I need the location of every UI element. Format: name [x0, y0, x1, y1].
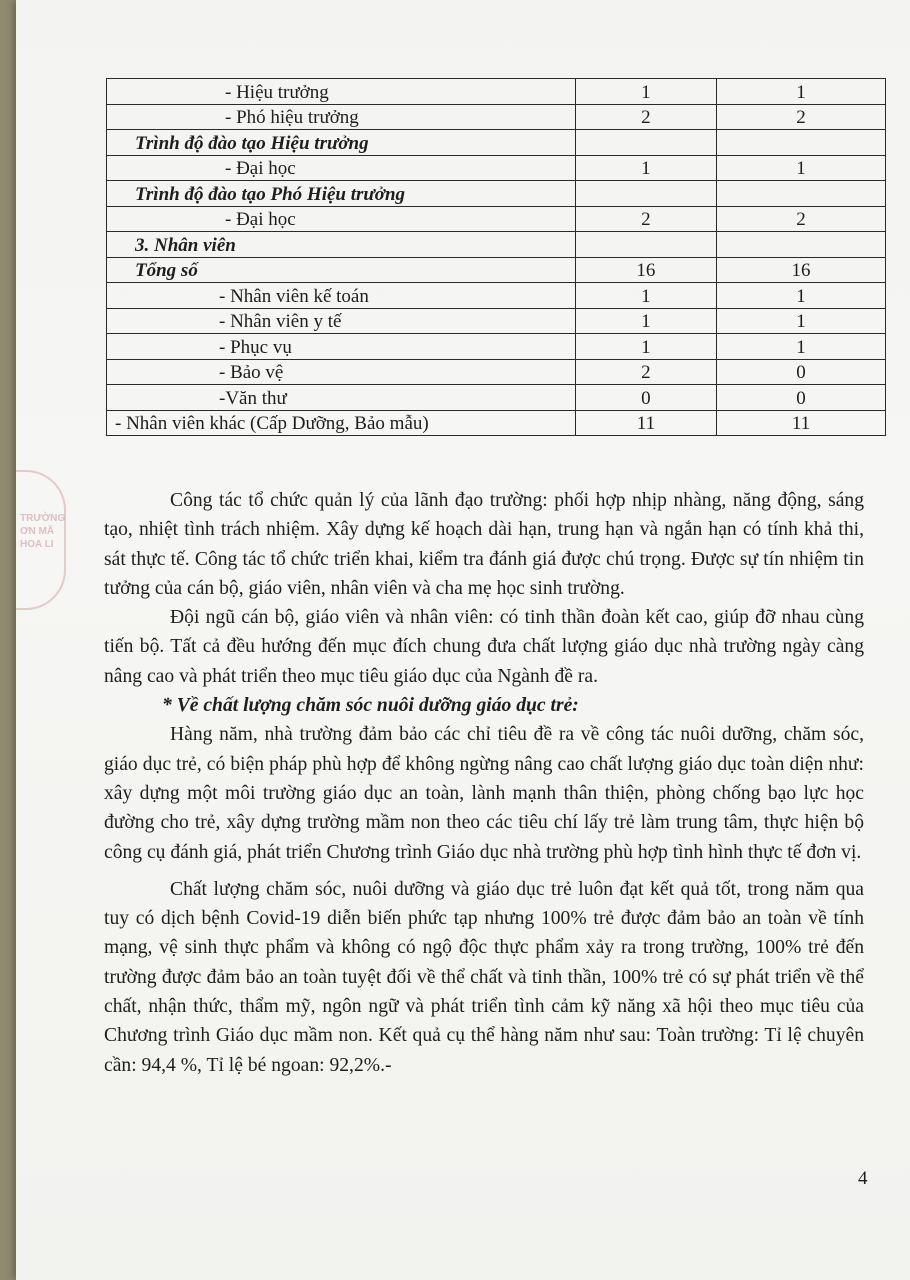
value-current: 11: [575, 410, 716, 436]
table-row: [107, 385, 886, 411]
table-row: [107, 410, 886, 436]
paragraph-staff: Đội ngũ cán bộ, giáo viên và nhân viên: có tinh thần đoàn kết cao, giúp đỡ nhau cùng tiến bộ. Tất cả đều hướng đến mục đích chung đưa chất lượng giáo dục nhà trường ngày càng nâng cao và phát triển theo mục tiêu giáo dục của Ngành đề ra.: [104, 607, 864, 687]
row-label: Trình độ đào tạo Phó Hiệu trưởng: [107, 181, 576, 207]
value-target: [716, 232, 885, 258]
value-target: 0: [716, 359, 885, 385]
row-label: Tổng số: [107, 257, 576, 283]
value-target: 1: [716, 334, 885, 360]
paragraph-results: Chất lượng chăm sóc, nuôi dưỡng và giáo dục trẻ luôn đạt kết quả tốt, trong năm qua tuy có dịch bệnh Covid-19 diễn biến phức tạp nhưng 100% trẻ được đảm bảo an toàn về tính mạng, vệ sinh thực phẩm và không có ngộ độc thực phẩm xảy ra trong trường, 100% trẻ đến trường được đảm bảo an toàn tuyệt đối về thể chất và tinh thần, 100% trẻ có sự phát triển về thể chất, nhận thức, thẩm mỹ, ngôn ngữ và phát triển tình cảm kỹ năng xã hội theo mục tiêu của Chương trình Giáo dục mầm non. Kết quả cụ thể hàng năm như sau: Toàn trường: Tỉ lệ chuyên cần: 94,4 %, Tỉ lệ bé ngoan: 92,2%.-: [104, 878, 864, 1076]
section-heading-care-quality: * Về chất lượng chăm sóc nuôi dưỡng giáo dục trẻ:: [162, 695, 579, 717]
table-row: [107, 334, 886, 360]
page-number: 4: [858, 1168, 868, 1189]
value-target: 2: [716, 206, 885, 232]
staff-statistics-table: [106, 78, 886, 436]
row-label: -Văn thư: [107, 385, 576, 411]
table-row: [107, 155, 886, 181]
table-row: [107, 359, 886, 385]
value-target: 16: [716, 257, 885, 283]
school-stamp-edge: TRƯỜNG ƠN MẦ HOA LI: [16, 470, 66, 610]
value-current: 2: [575, 359, 716, 385]
row-label: - Hiệu trưởng: [107, 79, 576, 105]
value-current: 1: [575, 334, 716, 360]
value-target: 1: [716, 79, 885, 105]
value-current: 2: [575, 104, 716, 130]
value-current: [575, 181, 716, 207]
table-row: [107, 308, 886, 334]
value-target: 1: [716, 283, 885, 309]
table-row: [107, 283, 886, 309]
table-row: [107, 79, 886, 105]
value-current: 1: [575, 308, 716, 334]
value-current: 1: [575, 283, 716, 309]
value-target: 2: [716, 104, 885, 130]
table-row: [107, 130, 886, 156]
table-row: [107, 206, 886, 232]
value-target: 0: [716, 385, 885, 411]
value-target: 1: [716, 155, 885, 181]
row-label: - Nhân viên khác (Cấp Dưỡng, Bảo mẫu): [107, 410, 576, 436]
value-current: 16: [575, 257, 716, 283]
row-label: - Nhân viên y tế: [107, 308, 576, 334]
table-row: [107, 104, 886, 130]
row-label: - Đại học: [107, 206, 576, 232]
row-label: 3. Nhân viên: [107, 232, 576, 258]
table-row: [107, 232, 886, 258]
value-current: 2: [575, 206, 716, 232]
document-body: [104, 486, 864, 1080]
paragraph-management: Công tác tổ chức quản lý của lãnh đạo trường: phối hợp nhịp nhàng, năng động, sáng tạo, nhiệt tình trách nhiệm. Xây dựng kế hoạch dài hạn, trung hạn và ngắn hạn có tính khả thi, sát thực tế. Công tác tổ chức triển khai, kiểm tra đánh giá được chú trọng. Được sự tín nhiệm tin tưởng của cán bộ, giáo viên, nhân viên và cha mẹ học sinh trường.: [104, 490, 864, 599]
value-current: 1: [575, 155, 716, 181]
value-target: 1: [716, 308, 885, 334]
value-current: [575, 130, 716, 156]
row-label: - Bảo vệ: [107, 359, 576, 385]
value-target: [716, 181, 885, 207]
value-current: 0: [575, 385, 716, 411]
value-target: 11: [716, 410, 885, 436]
value-target: [716, 130, 885, 156]
paragraph-annual-targets: Hàng năm, nhà trường đảm bảo các chỉ tiêu đề ra về công tác nuôi dưỡng, chăm sóc, giáo dục trẻ, có biện pháp phù hợp để không ngừng nâng cao chất lượng giáo dục toàn diện như: xây dựng một môi trường giáo dục an toàn, lành mạnh thân thiện, phòng chống bạo lực học đường cho trẻ, xây dựng trường mầm non theo các tiêu chí lấy trẻ làm trung tâm, thực hiện bộ công cụ đánh giá, phát triển Chương trình Giáo dục nhà trường phù hợp tình hình thực tế đơn vị.: [104, 724, 864, 863]
table-row: [107, 257, 886, 283]
value-current: 1: [575, 79, 716, 105]
row-label: - Nhân viên kế toán: [107, 283, 576, 309]
table-row: [107, 181, 886, 207]
value-current: [575, 232, 716, 258]
row-label: - Phục vụ: [107, 334, 576, 360]
row-label: - Đại học: [107, 155, 576, 181]
row-label: - Phó hiệu trưởng: [107, 104, 576, 130]
row-label: Trình độ đào tạo Hiệu trưởng: [107, 130, 576, 156]
